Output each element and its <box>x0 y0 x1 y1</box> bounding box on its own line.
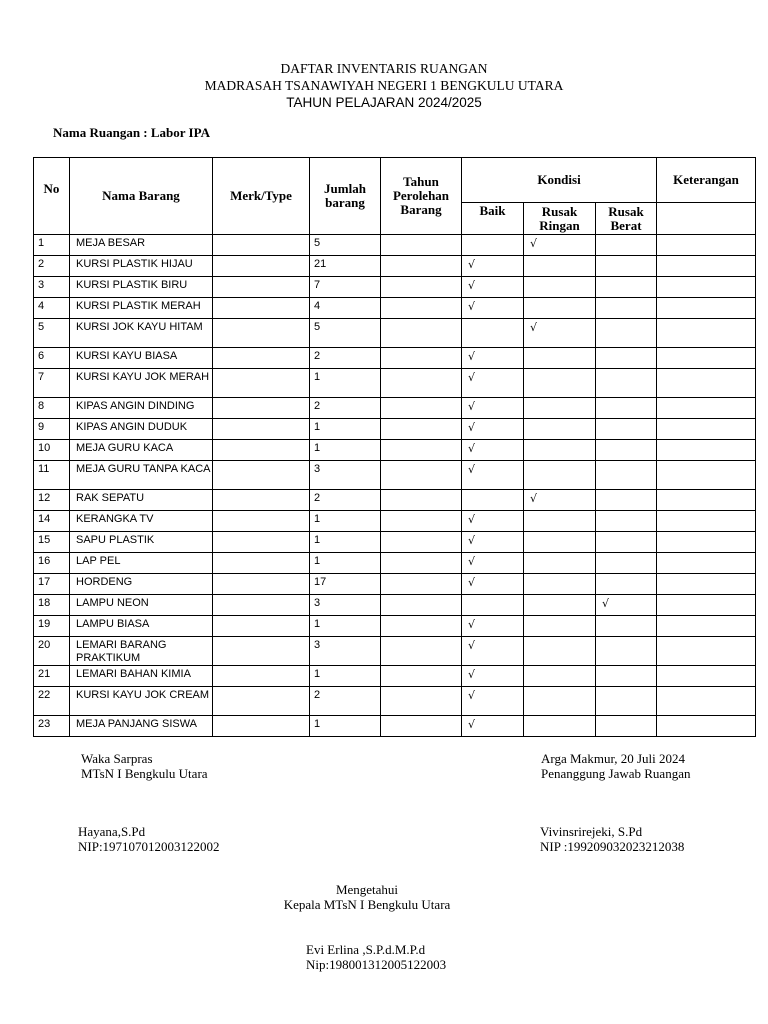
table-row <box>34 616 756 637</box>
cell-jumlah: 3 <box>310 595 381 616</box>
col-header-jumlah: Jumlah barang <box>310 158 381 235</box>
cell-nama: LAMPU NEON <box>70 595 213 616</box>
cell-keterangan <box>657 666 756 687</box>
right-sig-nip: NIP :199209032023212038 <box>540 839 685 854</box>
cell-nama: KURSI PLASTIK HIJAU <box>70 256 213 277</box>
cell-tahun <box>381 687 462 716</box>
cell-merk <box>213 511 310 532</box>
cell-rusak-ringan <box>524 687 596 716</box>
cell-tahun <box>381 490 462 511</box>
check-mark-icon: √ <box>462 277 524 298</box>
cell-nama: KURSI JOK KAYU HITAM <box>70 319 213 348</box>
left-signatory <box>78 824 220 854</box>
right-signature-block <box>541 751 690 781</box>
check-mark-icon: √ <box>462 398 524 419</box>
cell-rusak-ringan <box>524 637 596 666</box>
cell-rusak-berat <box>596 666 657 687</box>
cell-rusak-berat <box>596 440 657 461</box>
cell-tahun <box>381 716 462 737</box>
cell-rusak-berat <box>596 235 657 256</box>
table-row <box>34 348 756 369</box>
col-header-rusak-ringan: Rusak Ringan <box>524 203 596 235</box>
left-sig-title-2: MTsN I Bengkulu Utara <box>81 766 208 781</box>
table-row <box>34 277 756 298</box>
cell-rusak-ringan <box>524 440 596 461</box>
cell-tahun <box>381 277 462 298</box>
cell-no: 15 <box>34 532 70 553</box>
table-row <box>34 666 756 687</box>
cell-rusak-berat <box>596 637 657 666</box>
cell-no: 17 <box>34 574 70 595</box>
header-line-2: MADRASAH TSANAWIYAH NEGERI 1 BENGKULU UTARA <box>204 78 564 93</box>
cell-keterangan <box>657 716 756 737</box>
cell-keterangan <box>657 637 756 666</box>
cell-merk <box>213 490 310 511</box>
cell-no: 6 <box>34 348 70 369</box>
cell-no: 9 <box>34 419 70 440</box>
cell-keterangan <box>657 595 756 616</box>
cell-nama: KERANGKA TV <box>70 511 213 532</box>
right-sig-title-2: Penanggung Jawab Ruangan <box>541 766 691 781</box>
cell-no: 18 <box>34 595 70 616</box>
cell-merk <box>213 716 310 737</box>
cell-rusak-ringan <box>524 574 596 595</box>
cell-merk <box>213 235 310 256</box>
cell-jumlah: 1 <box>310 419 381 440</box>
cell-merk <box>213 666 310 687</box>
cell-jumlah: 2 <box>310 490 381 511</box>
cell-rusak-berat <box>596 553 657 574</box>
col-header-tahun: Tahun Perolehan Barang <box>381 158 462 235</box>
cell-no: 22 <box>34 687 70 716</box>
cell-nama: HORDENG <box>70 574 213 595</box>
cell-keterangan <box>657 419 756 440</box>
col-header-kondisi: Kondisi <box>462 158 657 203</box>
cell-tahun <box>381 256 462 277</box>
inventory-rows <box>34 235 756 737</box>
cell-no: 20 <box>34 637 70 666</box>
table-row <box>34 298 756 319</box>
cell-tahun <box>381 511 462 532</box>
cell-rusak-berat <box>596 616 657 637</box>
cell-nama: MEJA GURU KACA <box>70 440 213 461</box>
check-mark-icon: √ <box>462 666 524 687</box>
cell-nama: MEJA GURU TANPA KACA <box>70 461 213 490</box>
center-sig-title-2: Kepala MTsN I Bengkulu Utara <box>283 897 451 912</box>
cell-no: 5 <box>34 319 70 348</box>
center-sig-title-1: Mengetahui <box>335 882 399 897</box>
cell-jumlah: 1 <box>310 369 381 398</box>
cell-keterangan <box>657 348 756 369</box>
cell-no: 8 <box>34 398 70 419</box>
check-mark-icon: √ <box>462 687 524 716</box>
check-mark-icon: √ <box>462 461 524 490</box>
col-header-merk: Merk/Type <box>213 158 310 235</box>
cell-rusak-berat <box>596 398 657 419</box>
cell-no: 2 <box>34 256 70 277</box>
center-signatory <box>306 942 446 972</box>
cell-merk <box>213 440 310 461</box>
cell-merk <box>213 277 310 298</box>
cell-rusak-ringan <box>524 256 596 277</box>
cell-keterangan <box>657 235 756 256</box>
cell-nama: SAPU PLASTIK <box>70 532 213 553</box>
cell-rusak-berat <box>596 687 657 716</box>
cell-jumlah: 1 <box>310 511 381 532</box>
cell-merk <box>213 595 310 616</box>
cell-rusak-berat <box>596 574 657 595</box>
cell-keterangan <box>657 298 756 319</box>
cell-rusak-berat <box>596 369 657 398</box>
check-mark-icon: √ <box>596 595 657 616</box>
cell-tahun <box>381 369 462 398</box>
cell-nama: KURSI KAYU JOK CREAM <box>70 687 213 716</box>
cell-nama: KURSI PLASTIK MERAH <box>70 298 213 319</box>
cell-rusak-berat <box>596 461 657 490</box>
cell-no: 16 <box>34 553 70 574</box>
cell-rusak-berat <box>596 716 657 737</box>
cell-nama: LEMARI BARANG PRAKTIKUM <box>70 637 213 666</box>
cell-jumlah: 4 <box>310 298 381 319</box>
cell-keterangan <box>657 553 756 574</box>
check-mark-icon: √ <box>462 574 524 595</box>
check-mark-icon: √ <box>524 319 596 348</box>
cell-rusak-ringan <box>524 419 596 440</box>
cell-merk <box>213 319 310 348</box>
cell-rusak-berat <box>596 348 657 369</box>
right-signatory <box>540 824 684 854</box>
cell-jumlah: 1 <box>310 553 381 574</box>
col-header-no: No <box>34 158 70 235</box>
cell-tahun <box>381 595 462 616</box>
cell-nama: MEJA BESAR <box>70 235 213 256</box>
cell-merk <box>213 461 310 490</box>
cell-nama: KIPAS ANGIN DINDING <box>70 398 213 419</box>
left-signature-block <box>81 751 208 781</box>
table-row <box>34 319 756 348</box>
check-mark-icon: √ <box>462 637 524 666</box>
check-mark-icon: √ <box>462 511 524 532</box>
cell-tahun <box>381 574 462 595</box>
col-header-nama: Nama Barang <box>70 158 213 235</box>
cell-rusak-ringan <box>524 716 596 737</box>
table-row <box>34 398 756 419</box>
check-mark-icon: √ <box>462 532 524 553</box>
cell-rusak-berat <box>596 419 657 440</box>
cell-no: 14 <box>34 511 70 532</box>
cell-merk <box>213 298 310 319</box>
check-mark-icon: √ <box>462 716 524 737</box>
cell-nama: KURSI KAYU BIASA <box>70 348 213 369</box>
cell-tahun <box>381 298 462 319</box>
cell-rusak-ringan <box>524 616 596 637</box>
cell-jumlah: 2 <box>310 398 381 419</box>
cell-jumlah: 5 <box>310 319 381 348</box>
table-row <box>34 553 756 574</box>
cell-rusak-ringan <box>524 532 596 553</box>
cell-keterangan <box>657 256 756 277</box>
cell-rusak-berat <box>596 511 657 532</box>
check-mark-icon: √ <box>462 256 524 277</box>
cell-merk <box>213 348 310 369</box>
table-row <box>34 637 756 666</box>
cell-nama: LEMARI BAHAN KIMIA <box>70 666 213 687</box>
cell-no: 11 <box>34 461 70 490</box>
cell-merk <box>213 637 310 666</box>
cell-tahun <box>381 553 462 574</box>
center-signature-block <box>0 882 734 912</box>
cell-no: 1 <box>34 235 70 256</box>
cell-tahun <box>381 461 462 490</box>
cell-no: 4 <box>34 298 70 319</box>
table-row <box>34 532 756 553</box>
check-mark-icon: √ <box>462 298 524 319</box>
cell-rusak-ringan <box>524 277 596 298</box>
cell-rusak-ringan <box>524 298 596 319</box>
cell-keterangan <box>657 277 756 298</box>
check-mark-icon: √ <box>524 490 596 511</box>
cell-jumlah: 7 <box>310 277 381 298</box>
cell-no: 10 <box>34 440 70 461</box>
cell-nama: LAP PEL <box>70 553 213 574</box>
cell-rusak-berat <box>596 532 657 553</box>
cell-rusak-ringan <box>524 461 596 490</box>
cell-baik <box>462 490 524 511</box>
cell-merk <box>213 616 310 637</box>
col-header-keterangan: Keterangan <box>657 158 756 203</box>
cell-jumlah: 1 <box>310 440 381 461</box>
cell-tahun <box>381 398 462 419</box>
table-row <box>34 419 756 440</box>
cell-baik <box>462 319 524 348</box>
table-row <box>34 490 756 511</box>
cell-jumlah: 1 <box>310 716 381 737</box>
cell-tahun <box>381 319 462 348</box>
table-row <box>34 369 756 398</box>
table-row <box>34 461 756 490</box>
cell-rusak-berat <box>596 277 657 298</box>
check-mark-icon: √ <box>524 235 596 256</box>
cell-keterangan <box>657 440 756 461</box>
cell-keterangan <box>657 369 756 398</box>
cell-keterangan <box>657 532 756 553</box>
cell-rusak-berat <box>596 298 657 319</box>
cell-nama: RAK SEPATU <box>70 490 213 511</box>
cell-jumlah: 3 <box>310 461 381 490</box>
cell-jumlah: 2 <box>310 687 381 716</box>
cell-tahun <box>381 348 462 369</box>
cell-no: 21 <box>34 666 70 687</box>
check-mark-icon: √ <box>462 440 524 461</box>
col-header-baik: Baik <box>462 203 524 235</box>
cell-keterangan <box>657 461 756 490</box>
right-sig-name: Vivinsrirejeki, S.Pd <box>540 824 643 839</box>
left-sig-title-1: Waka Sarpras <box>81 751 153 766</box>
cell-keterangan <box>657 398 756 419</box>
room-label: Nama Ruangan : Labor IPA <box>53 125 210 140</box>
cell-jumlah: 2 <box>310 348 381 369</box>
cell-rusak-berat <box>596 319 657 348</box>
table-row <box>34 440 756 461</box>
cell-tahun <box>381 235 462 256</box>
cell-no: 23 <box>34 716 70 737</box>
cell-merk <box>213 369 310 398</box>
cell-merk <box>213 553 310 574</box>
cell-merk <box>213 574 310 595</box>
document-header <box>0 60 768 111</box>
cell-no: 3 <box>34 277 70 298</box>
cell-merk <box>213 532 310 553</box>
cell-rusak-ringan <box>524 666 596 687</box>
cell-keterangan <box>657 490 756 511</box>
cell-tahun <box>381 616 462 637</box>
header-line-1: DAFTAR INVENTARIS RUANGAN <box>280 61 488 76</box>
check-mark-icon: √ <box>462 348 524 369</box>
cell-keterangan <box>657 511 756 532</box>
col-header-keterangan-blank <box>657 203 756 235</box>
table-row <box>34 511 756 532</box>
cell-tahun <box>381 532 462 553</box>
cell-keterangan <box>657 687 756 716</box>
cell-merk <box>213 398 310 419</box>
cell-jumlah: 3 <box>310 637 381 666</box>
cell-tahun <box>381 419 462 440</box>
check-mark-icon: √ <box>462 419 524 440</box>
cell-nama: LAMPU BIASA <box>70 616 213 637</box>
left-sig-nip: NIP:197107012003122002 <box>78 839 220 854</box>
cell-nama: KURSI KAYU JOK MERAH <box>70 369 213 398</box>
cell-baik <box>462 235 524 256</box>
cell-no: 7 <box>34 369 70 398</box>
cell-keterangan <box>657 616 756 637</box>
cell-tahun <box>381 440 462 461</box>
cell-keterangan <box>657 574 756 595</box>
table-row <box>34 235 756 256</box>
cell-jumlah: 1 <box>310 666 381 687</box>
table-row <box>34 595 756 616</box>
cell-jumlah: 21 <box>310 256 381 277</box>
left-sig-name: Hayana,S.Pd <box>78 824 146 839</box>
cell-rusak-ringan <box>524 595 596 616</box>
col-header-rusak-berat: Rusak Berat <box>596 203 657 235</box>
cell-nama: MEJA PANJANG SISWA <box>70 716 213 737</box>
cell-rusak-ringan <box>524 553 596 574</box>
cell-jumlah: 1 <box>310 532 381 553</box>
check-mark-icon: √ <box>462 616 524 637</box>
check-mark-icon: √ <box>462 553 524 574</box>
table-row <box>34 687 756 716</box>
cell-rusak-ringan <box>524 348 596 369</box>
cell-jumlah: 1 <box>310 616 381 637</box>
cell-jumlah: 5 <box>310 235 381 256</box>
table-row <box>34 256 756 277</box>
cell-rusak-ringan <box>524 398 596 419</box>
cell-nama: KIPAS ANGIN DUDUK <box>70 419 213 440</box>
table-row <box>34 574 756 595</box>
center-sig-nip: Nip:198001312005122003 <box>306 957 447 972</box>
cell-keterangan <box>657 319 756 348</box>
header-line-3: TAHUN PELAJARAN 2024/2025 <box>286 95 482 110</box>
check-mark-icon: √ <box>462 369 524 398</box>
cell-merk <box>213 687 310 716</box>
cell-merk <box>213 256 310 277</box>
cell-tahun <box>381 666 462 687</box>
cell-jumlah: 17 <box>310 574 381 595</box>
cell-tahun <box>381 637 462 666</box>
cell-rusak-berat <box>596 490 657 511</box>
center-sig-name: Evi Erlina ,S.P.d.M.P.d <box>306 942 426 957</box>
cell-rusak-berat <box>596 256 657 277</box>
cell-merk <box>213 419 310 440</box>
inventory-table <box>33 157 756 737</box>
cell-rusak-ringan <box>524 369 596 398</box>
cell-nama: KURSI PLASTIK BIRU <box>70 277 213 298</box>
cell-rusak-ringan <box>524 511 596 532</box>
cell-no: 19 <box>34 616 70 637</box>
cell-no: 12 <box>34 490 70 511</box>
cell-baik <box>462 595 524 616</box>
right-sig-title-1: Arga Makmur, 20 Juli 2024 <box>541 751 686 766</box>
table-row <box>34 716 756 737</box>
